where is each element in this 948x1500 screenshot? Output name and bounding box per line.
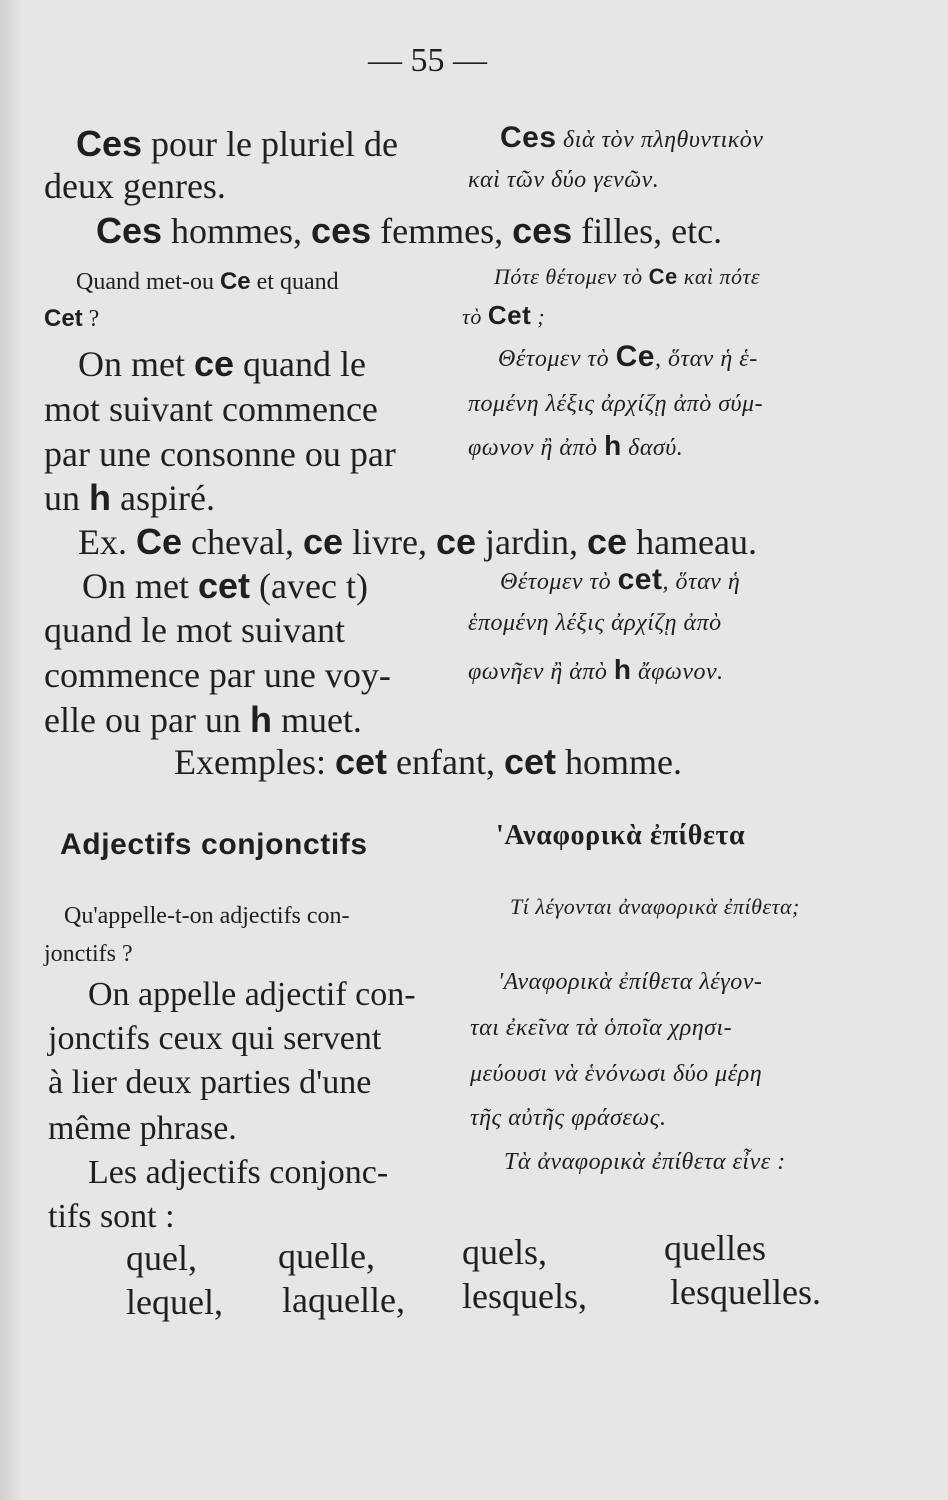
fr-q1-line1: Quand met-ou Ce et quand [76,268,339,295]
gr-a2-line3: φωνῆεν ἢ ἀπὸ h ἄφωνον. [468,654,724,685]
fr-q2-line2: jonctifs ? [44,941,133,967]
gr-q1-line2: τὸ Cet ; [462,300,546,330]
fr-a1-line4: un h aspiré. [44,477,215,518]
fr-a2-line1: On met cet (avec t) [82,565,368,606]
gr-a2-line2: ἑπομένη λέξις ἀρχίζῃ ἀπὸ [468,610,722,636]
fr-a1-line1: On met ce quand le [78,343,366,384]
gr-p1-line2: καὶ τῶν δύο γενῶν. [468,167,660,193]
gr-a3-line4: τῆς αὐτῆς φράσεως. [470,1105,667,1131]
fr-q1-line2: Cet ? [44,305,100,332]
gr-a1-line1: Θέτομεν τὸ Ce, ὅταν ἡ ἑ- [498,340,758,373]
gr-a1-line2: πομένη λέξις ἀρχίζῃ ἀπὸ σύμ- [468,391,764,417]
form-quelles: quelles [664,1228,766,1268]
form-quelle: quelle, [278,1236,375,1276]
form-lesquels: lesquels, [462,1276,587,1316]
fr-p1-line2: deux genres. [44,166,226,206]
fr-a1-line3: par une consonne ou par [44,434,396,474]
fr-q2-line1: Qu'appelle-t-on adjectifs con- [64,903,350,929]
gr-q1-line1: Πότε θέτομεν τὸ Ce καὶ πότε [494,264,761,289]
page-edge-shadow [0,0,22,1500]
gr-q2-line1: Τί λέγονται ἀναφορικὰ ἐπίθετα; [510,894,800,919]
form-lesquelles: lesquelles. [670,1272,821,1312]
fr-a3-line4: même phrase. [48,1110,237,1147]
fr-a3-line3: à lier deux parties d'une [48,1064,372,1101]
fr-a1-line2: mot suivant commence [44,389,378,429]
section-heading-fr: Adjectifs conjonctifs [60,828,368,861]
fr-a2-line2: quand le mot suivant [44,610,345,650]
fr-a3-line1: On appelle adjectif con- [88,976,416,1013]
gr-a3-line1: 'Αναφορικὰ ἐπίθετα λέγον- [498,969,763,995]
gr-a3-line3: μεύουσι νὰ ἑνόνωσι δύο μέρη [470,1061,763,1087]
gr-a4-line1: Τὰ ἀναφορικὰ ἐπίθετα εἶνε : [504,1149,786,1175]
page-number: — 55 — [368,42,487,79]
fr-p1-line1: Ces pour le pluriel de [76,123,398,164]
form-lequel: lequel, [126,1282,223,1322]
gr-p1-line1: Ces διὰ τὸν πληθυντικὸν [500,121,764,154]
gr-a2-line1: Θέτομεν τὸ cet, ὅταν ἡ [500,563,741,596]
example-ces: Ces hommes, ces femmes, ces filles, etc. [96,210,723,251]
section-heading-gr: 'Αναφορικὰ ἐπίθετα [496,820,746,851]
form-quels: quels, [462,1232,547,1272]
gr-a3-line2: ται ἐκεῖνα τὰ ὁποῖα χρησι- [470,1015,733,1041]
fr-a3-line2: jonctifs ceux qui servent [48,1020,382,1057]
example-cet: Exemples: cet enfant, cet homme. [174,741,682,782]
fr-a4-line2: tifs sont : [48,1198,175,1235]
form-laquelle: laquelle, [282,1280,405,1320]
fr-a2-line3: commence par une voy- [44,655,391,695]
fr-a2-line4: elle ou par un h muet. [44,699,362,740]
form-quel: quel, [126,1238,197,1278]
example-ce: Ex. Ce cheval, ce livre, ce jardin, ce hameau. [78,521,758,562]
fr-a4-line1: Les adjectifs conjonc- [88,1154,389,1191]
gr-a1-line3: φωνον ἢ ἀπὸ h δασύ. [468,430,684,461]
